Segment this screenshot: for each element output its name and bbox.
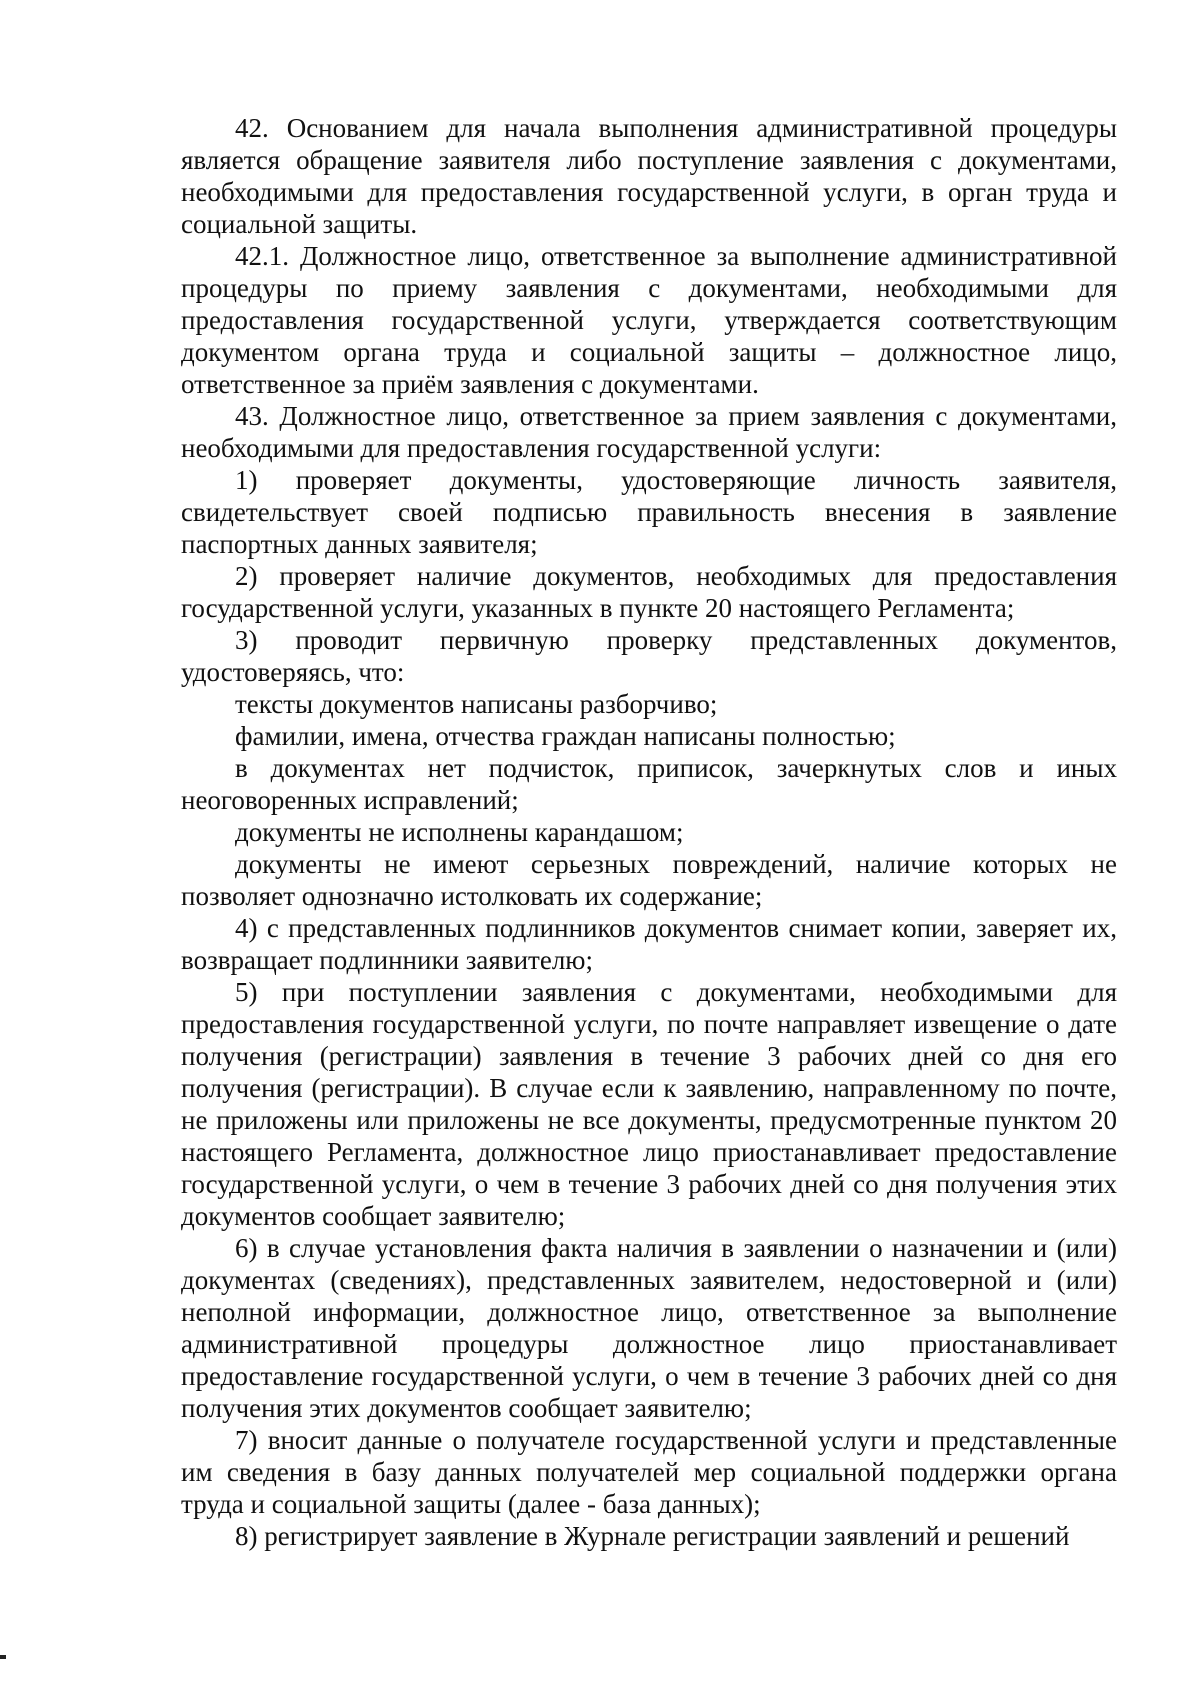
list-item-1: 1) проверяет документы, удостоверяющие личность заявителя, свидетельствует своей подписью правильность внесения в заявление паспортных данных заявителя; bbox=[181, 465, 1117, 559]
paragraph-42: 42. Основанием для начала выполнения административной процедуры является обращение заявителя либо поступление заявления с документами, необходимыми для предоставления государственной услуги, в орган труда и социальной защиты. bbox=[181, 113, 1117, 239]
list-item-8: 8) регистрирует заявление в Журнале регистрации заявлений и решений bbox=[235, 1521, 1070, 1551]
list-item-2: 2) проверяет наличие документов, необходимых для предоставления государственной услуги, указанных в пункте 20 настоящего Регламента; bbox=[181, 561, 1117, 623]
list-item-6: 6) в случае установления факта наличия в заявлении о назначении и (или) документах (сведениях), представленных заявителем, недостоверной и (или) неполной информации, должностное лицо, ответственное за выполнение административной процедуры должностное лицо приостанавливает предоставление государственной услуги, о чем в течение 3 рабочих дней со дня получения этих документов сообщает заявителю; bbox=[181, 1233, 1117, 1423]
list-item-7: 7) вносит данные о получателе государственной услуги и представленные им сведения в базу данных получателей мер социальной поддержки органа труда и социальной защиты (далее - база данных); bbox=[181, 1425, 1117, 1519]
paragraph-43: 43. Должностное лицо, ответственное за прием заявления с документами, необходимыми для предоставления государственной услуги: bbox=[181, 401, 1117, 463]
paragraph-42-1: 42.1. Должностное лицо, ответственное за выполнение административной процедуры по приему заявления с документами, необходимыми для предоставления государственной услуги, утверждается соответствующим документом органа труда и социальной защиты – должностное лицо, ответственное за приём заявления с документами. bbox=[181, 241, 1117, 399]
list-item-4: 4) с представленных подлинников документов снимает копии, заверяет их, возвращает подлинники заявителю; bbox=[181, 913, 1117, 975]
sub-item-no-damage: документы не имеют серьезных повреждений, наличие которых не позволяет однозначно истолковать их содержание; bbox=[181, 849, 1117, 911]
sub-item-full-names: фамилии, имена, отчества граждан написаны полностью; bbox=[235, 721, 896, 751]
list-item-3: 3) проводит первичную проверку представленных документов, удостоверяясь, что: bbox=[181, 625, 1117, 687]
sub-item-no-erasures: в документах нет подчисток, приписок, зачеркнутых слов и иных неоговоренных исправлений; bbox=[181, 753, 1117, 815]
sub-item-no-pencil: документы не исполнены карандашом; bbox=[235, 817, 684, 847]
sub-item-legible: тексты документов написаны разборчиво; bbox=[235, 689, 718, 719]
document-body bbox=[181, 112, 1117, 1552]
scan-mark bbox=[0, 1655, 6, 1659]
list-item-5: 5) при поступлении заявления с документами, необходимыми для предоставления государственной услуги, по почте направляет извещение о дате получения (регистрации) заявления в течение 3 рабочих дней со дня его получения (регистрации). В случае если к заявлению, направленному по почте, не приложены или приложены не все документы, предусмотренные пунктом 20 настоящего Регламента, должностное лицо приостанавливает предоставление государственной услуги, о чем в течение 3 рабочих дней со дня получения этих документов сообщает заявителю; bbox=[181, 977, 1117, 1231]
